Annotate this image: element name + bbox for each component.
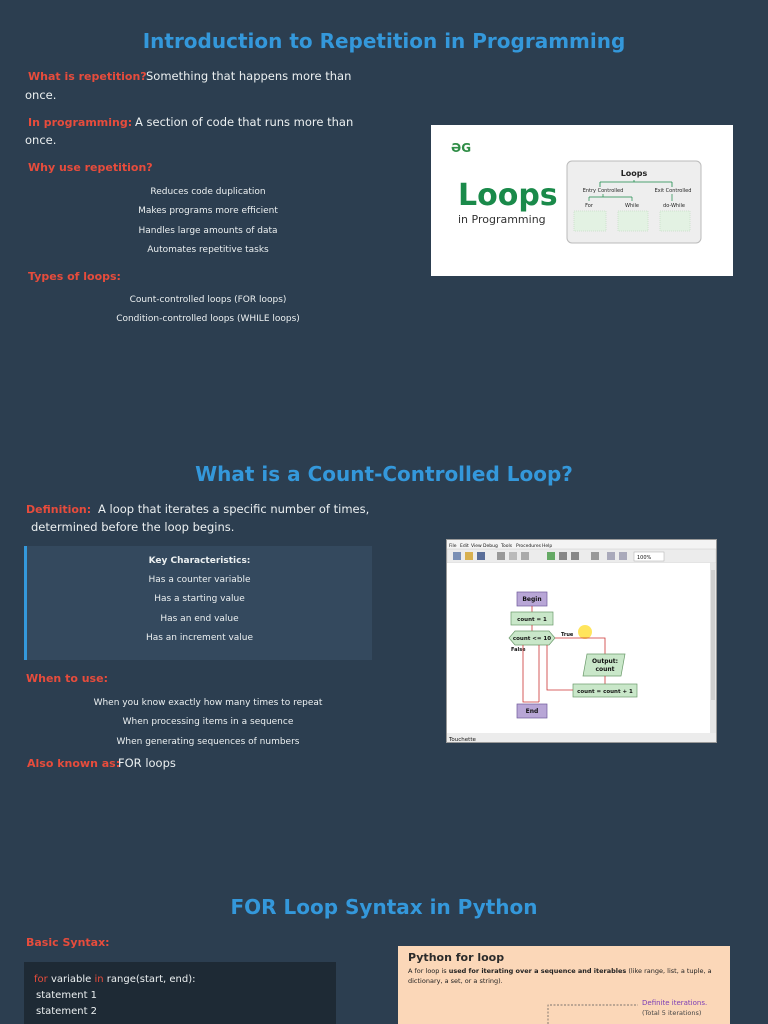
true-label: True <box>561 632 574 638</box>
list-item: When you know exactly how many times to repeat <box>93 698 323 708</box>
stop-icon <box>571 552 579 560</box>
loops-sub: in Programming <box>458 213 546 226</box>
menu-edit: Edit <box>460 544 469 549</box>
open-icon <box>465 552 473 560</box>
menu-view: View <box>471 544 482 549</box>
list-item: Has a counter variable <box>148 575 251 585</box>
prog-text-2: once. <box>25 133 57 147</box>
python-for-loop-image <box>398 946 730 1024</box>
prog-text-1: A section of code that runs more than <box>135 115 354 129</box>
flowchart-app-image <box>446 539 717 743</box>
types-label: Types of loops: <box>28 270 121 283</box>
gfg-logo: ƏG <box>451 141 472 155</box>
exit-label: Exit Controlled <box>654 188 692 194</box>
py-heading: Python for loop <box>408 951 505 964</box>
zoom-level: 100% <box>637 555 652 561</box>
key-characteristics-box <box>24 546 372 660</box>
basic-syntax-label: Basic Syntax: <box>26 936 110 949</box>
pause-icon <box>559 552 567 560</box>
section1-title: Introduction to Repetition in Programming <box>142 29 626 53</box>
run-icon <box>547 552 555 560</box>
new-icon <box>453 552 461 560</box>
def-text-2: determined before the loop begins. <box>31 520 235 534</box>
loops-heading: Loops <box>458 178 558 213</box>
cut-icon <box>497 552 505 560</box>
list-item: Has an increment value <box>145 632 254 643</box>
copy-icon <box>509 552 517 560</box>
diagram-title: Loops <box>620 169 648 178</box>
section2-title: What is a Count-Controlled Loop? <box>195 462 573 486</box>
list-item: Has an end value <box>160 613 239 624</box>
zoom-out-icon <box>619 552 627 560</box>
types-list <box>24 291 392 330</box>
menu-debug: Debug <box>483 544 498 549</box>
menu-help: Help <box>542 544 553 549</box>
list-item: Reduces code duplication <box>150 187 266 197</box>
condition-node: count <= 10 <box>512 636 552 642</box>
output-node-2: count <box>595 666 615 673</box>
output-node-1: Output: <box>591 658 619 665</box>
save-icon <box>477 552 485 560</box>
step-icon <box>591 552 599 560</box>
in-keyword: in <box>94 974 104 985</box>
menu-tools: Tools <box>501 544 513 549</box>
list-item: Handles large amounts of data <box>138 225 278 236</box>
what-text-2: once. <box>25 88 57 102</box>
aka-text: FOR loops <box>118 756 176 770</box>
code-block <box>24 962 336 1024</box>
init-node: count = 1 <box>517 617 547 623</box>
app-name: Touchette <box>449 737 476 742</box>
key-title: Key Characteristics: <box>148 556 251 566</box>
cursor-highlight <box>578 625 592 639</box>
loop-variable: variable <box>50 974 92 985</box>
entry-label: Entry Controlled <box>582 188 624 194</box>
paste-icon <box>521 552 529 560</box>
code-line-1 <box>34 972 326 988</box>
section3-title: FOR Loop Syntax in Python <box>230 895 538 919</box>
what-text-1: Something that happens more than <box>146 69 352 83</box>
range-call: range(start, end): <box>106 974 196 985</box>
menu-procedures: Procedures <box>516 544 541 549</box>
definite-label: Definite iterations. <box>642 999 708 1007</box>
list-item: Count-controlled loops (FOR loops) <box>129 295 287 305</box>
list-item: Condition-controlled loops (WHILE loops) <box>116 314 300 325</box>
why-list <box>24 183 392 260</box>
list-item: Makes programs more efficient <box>138 206 278 217</box>
total-label: (Total 5 iterations) <box>642 1009 702 1017</box>
py-desc-line-2: dictionary, a set, or a string). <box>408 977 503 985</box>
when-label: When to use: <box>26 672 108 685</box>
loops-image <box>431 125 733 276</box>
code-line-2: statement 1 <box>36 990 98 1001</box>
code-line-3: statement 2 <box>36 1006 98 1017</box>
menu-file: File <box>449 544 457 549</box>
why-label: Why use repetition? <box>28 161 153 174</box>
while-label: While <box>625 203 639 209</box>
list-item: When processing items in a sequence <box>122 717 294 728</box>
for-label: For <box>585 203 593 209</box>
prog-label: In programming: <box>28 116 133 129</box>
increment-node: count = count + 1 <box>577 689 633 695</box>
def-label: Definition: <box>26 503 92 516</box>
def-text-1: A loop that iterates a specific number of times, <box>98 502 370 516</box>
zoom-in-icon <box>607 552 615 560</box>
end-node: End <box>525 708 539 715</box>
begin-node: Begin <box>522 596 542 603</box>
false-label: False <box>511 647 526 653</box>
aka-label: Also known as: <box>27 757 121 770</box>
dowhile-label: do-While <box>663 203 685 209</box>
for-keyword: for <box>34 974 48 985</box>
what-label: What is repetition? <box>28 70 147 83</box>
list-item: Has a starting value <box>154 594 245 605</box>
py-desc-line-1: A for loop is used for iterating over a sequence and iterables (like range, list, a tuple, a <box>408 967 712 975</box>
list-item: When generating sequences of numbers <box>116 736 300 747</box>
when-list <box>24 694 392 752</box>
list-item: Automates repetitive tasks <box>147 244 269 255</box>
